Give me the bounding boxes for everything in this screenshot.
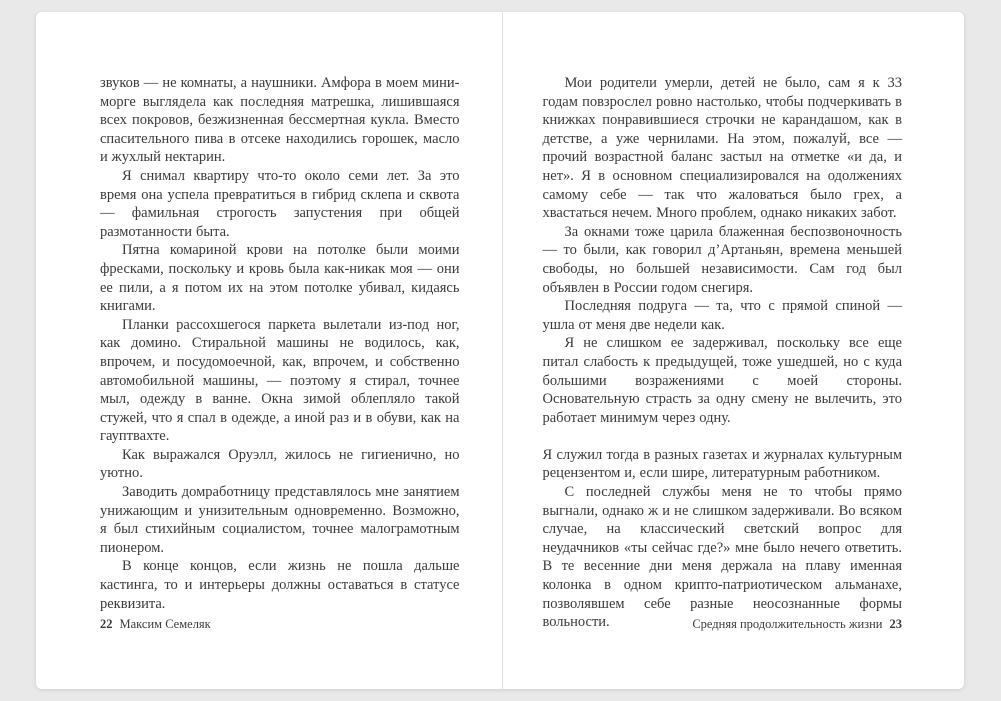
- paragraph: Последняя подруга — та, что с прямой спиной — ушла от меня две недели как.: [542, 298, 902, 333]
- page-left-footer: [100, 617, 211, 632]
- paragraph: Планки рассохшегося паркета вылетали из-под ног, как домино. Стиральной машины не водилось, как, впрочем, и посудомоечной, как, впрочем, и собственно автомобильной машины, — поэтому я стирал, точнее мыл, одежду в ванне. Окна зимой облепляло такой стужей, что я спал в одежде, а иной раз и в обуви, как на гауптвахте.: [100, 316, 460, 445]
- paragraph: звуков — не комнаты, а наушники. Амфора в моем мини-морге выглядела как последняя матрешка, лишившаяся всех покровов, безжизненная бессмертная кукла. Вместо спасительного пива в отсеке находились горошек, масло и жухлый нектарин.: [100, 75, 460, 166]
- page-left-text: [100, 74, 460, 613]
- paragraph: Мои родители умерли, детей не было, сам я к 33 годам повзрослел ровно настолько, чтобы подчеркивать в книжках понравившиеся строчки не карандашом, как в детстве, а уже чернилами. На этом, пожалуй, все — прочий возрастной баланс застыл на отметке «и да, и нет». Я в основном специализировался на одолжениях самому себе — так что жаловаться было грех, а хвастаться нечем. Много проблем, однако никаких забот.: [542, 75, 902, 222]
- paragraph: Пятна комариной крови на потолке были моими фресками, поскольку и кровь была как-никак моя — они ее пили, а я потом их на этом потолке убивал, кидаясь книгами.: [100, 242, 460, 315]
- paragraph: В конце концов, если жизнь не пошла дальше кастинга, то и интерьеры должны оставаться в статусе реквизита.: [100, 558, 460, 612]
- paragraph: За окнами тоже царила блаженная беспозвоночность — то были, как говорил д’Артаньян, времена меньшей свободы, но большей независимости. Сам год был объявлен в России годом снегиря.: [542, 223, 902, 296]
- paragraph: Я не слишком ее задерживал, поскольку все еще питал слабость к предыдущей, тоже ушедшей, но с куда большими возражениями с моей стороны. Основательную страсть за одну смену не вылечить, это работает минимум через одну.: [542, 335, 902, 426]
- paragraph: Заводить домработницу представлялось мне занятием унижающим и унизительным одновременно. Возможно, я был стихийным социалистом, точнее малограмотным пионером.: [100, 484, 460, 556]
- book-spread: [36, 12, 964, 689]
- paragraph: С последней службы меня не то чтобы прямо выгнали, однако ж и не слишком задерживали. Во всяком случае, на классический светский вопрос для неудачников «ты сейчас где?» мне было нечего ответить. В те весенние дни меня держала на плаву именная колонка в одном крипто-патриотическом альманахе, позволявшем себе разные неосознанные формы вольности.: [542, 484, 902, 631]
- page-right-footer: [692, 617, 902, 632]
- paragraph: Я снимал квартиру что-то около семи лет. За это время она успела превратиться в гибрид склепа и сквота — фамильная строгость запустения при общей размотанности быта.: [100, 167, 460, 240]
- page-left: [36, 12, 502, 689]
- running-title-right: Средняя продолжительность жизни: [692, 617, 883, 631]
- paragraph: Как выражался Оруэлл, жилось не гигиенично, но уютно.: [100, 446, 460, 482]
- paragraph: Я служил тогда в разных газетах и журналах культурным рецензентом и, если шире, литературным работником.: [542, 446, 902, 482]
- running-title-left: Максим Семеляк: [119, 617, 211, 631]
- page-right: [503, 12, 965, 689]
- page-right-text: [543, 74, 903, 632]
- page-number-right: 23: [889, 617, 902, 631]
- page-number-left: 22: [100, 617, 113, 631]
